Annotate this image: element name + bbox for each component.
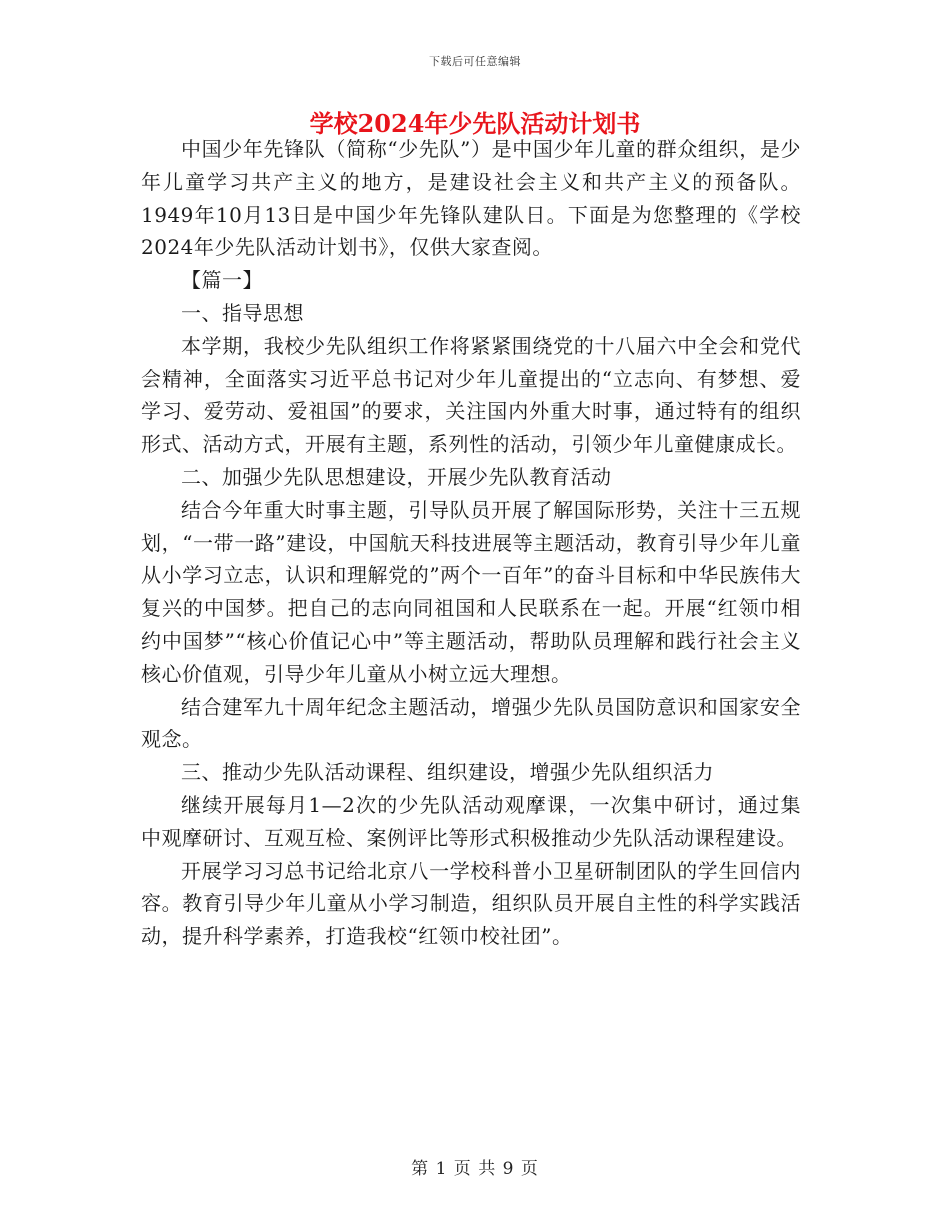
document-title: 学校2024年少先队活动计划书 [309, 109, 641, 138]
section-label-part-one: 【篇一】 [181, 268, 263, 293]
body-paragraph: 本学期，我校少先队组织工作将紧紧围绕党的十八届六中全会和党代会精神，全面落实习近平总书记对少年儿童提出的“立志向、有梦想、爱学习、爱劳动、爱祖国”的要求，关注国内外重大时事，通过特有的组织形式、活动方式，开展有主题，系列性的活动，引领少年儿童健康成长。 [141, 333, 801, 457]
intro-paragraph: 中国少年先锋队（简称“少先队”）是中国少年儿童的群众组织，是少年儿童学习共产主义的地方，是建设社会主义和共产主义的预备队。1949年10月13日是中国少年先锋队建队日。下面是为您整理的《学校2024年少先队活动计划书》，仅供大家查阅。 [141, 137, 801, 260]
heading-ideological-building: 二、加强少先队思想建设，开展少先队教育活动 [181, 464, 612, 489]
page-footer: 第 1 页 共 9 页 [411, 1159, 539, 1179]
document-body [141, 133, 801, 953]
heading-guiding-ideology: 一、指导思想 [181, 300, 304, 325]
body-paragraph: 结合建军九十周年纪念主题活动，增强少先队员国防意识和国家安全观念。 [141, 694, 801, 752]
body-paragraph: 开展学习习总书记给北京八一学校科普小卫星研制团队的学生回信内容。教育引导少年儿童从小学习制造，组织队员开展自主性的科学实践活动，提升科学素养，打造我校“红领巾校社团”。 [141, 858, 801, 949]
header-note: 下载后可任意编辑 [429, 55, 521, 68]
body-paragraph: 继续开展每月1—2次的少先队活动观摩课，一次集中研讨，通过集中观摩研讨、互观互检、案例评比等形式积极推动少先队活动课程建设。 [141, 792, 801, 850]
body-paragraph: 结合今年重大时事主题，引导队员开展了解国际形势，关注十三五规划，“一带一路”建设，中国航天科技进展等主题活动，教育引导少年儿童从小学习立志，认识和理解党的”两个一百年”的奋斗目标和中华民族伟大复兴的中国梦。把自己的志向同祖国和人民联系在一起。开展“红领巾相约中国梦”“核心价值记心中”等主题活动，帮助队员理解和践行社会主义核心价值观，引导少年儿童从小树立远大理想。 [141, 497, 801, 686]
heading-activity-courses: 三、推动少先队活动课程、组织建设，增强少先队组织活力 [181, 760, 714, 785]
